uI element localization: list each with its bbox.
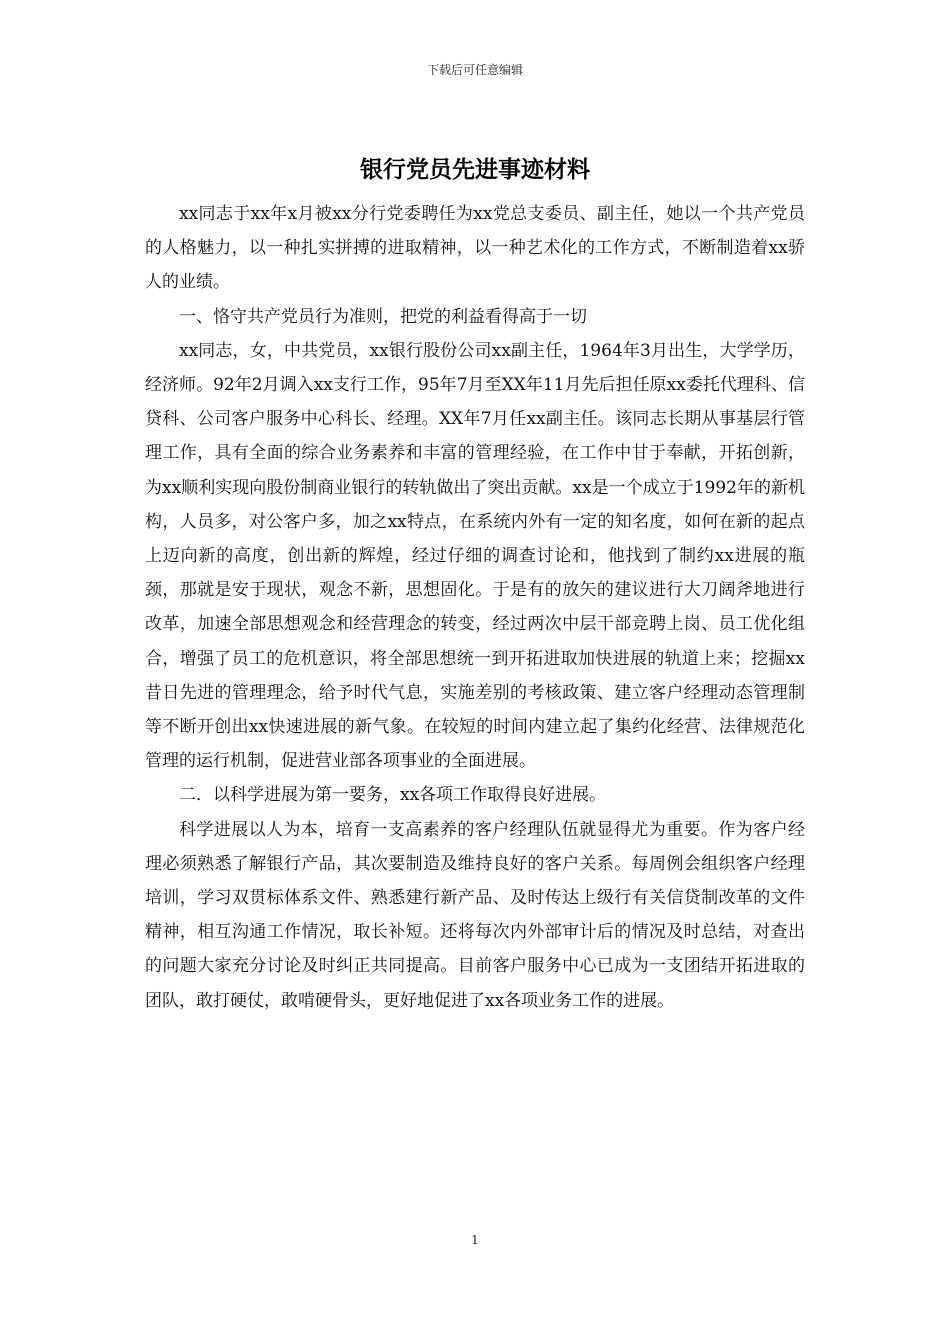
page-header: 下载后可任意编辑	[426, 63, 523, 77]
paragraph-development: 科学进展以人为本，培育一支高素养的客户经理队伍就显得尤为重要。作为客户经理必须熟悉了解银行产品，其次要制造及维持良好的客户关系。每周例会组织客户经理培训，学习双贯标体系文件、熟悉建行新产品、及时传达上级行有关信贷制改革的文件精神，相互沟通工作情况，取长补短。还将每次内外部审计后的情况及时总结，对查出的问题大家充分讨论及时纠正共同提高。目前客户服务中心已成为一支团结开拓进取的团队，敢打硬仗，敢啃硬骨头，更好地促进了xx各项业务工作的进展。	[145, 819, 805, 1011]
document-title: 银行党员先进事迹材料	[360, 156, 590, 183]
section-heading-1: 一、恪守共产党员行为准则，把党的利益看得高于一切	[179, 306, 587, 327]
section-heading-2: 二．以科学进展为第一要务，xx各项工作取得良好进展。	[179, 785, 607, 806]
paragraph-intro: xx同志于xx年x月被xx分行党委聘任为xx党总支委员、副主任，她以一个共产党员的人格魅力，以一种扎实拼搏的进取精神，以一种艺术化的工作方式，不断制造着xx骄人的业绩。	[145, 204, 805, 293]
paragraph-profile: xx同志，女，中共党员，xx银行股份公司xx副主任，1964年3月出生，大学学历，经济师。92年2月调入xx支行工作，95年7月至XX年11月先后担任原xx委托代理科、信贷科、公司客户服务中心科长、经理。XX年7月任xx副主任。该同志长期从事基层行管理工作，具有全面的综合业务素养和丰富的管理经验，在工作中甘于奉献，开拓创新，为xx顺利实现向股份制商业银行的转轨做出了突出贡献。xx是一个成立于1992年的新机构，人员多，对公客户多，加之xx特点，在系统内外有一定的知名度，如何在新的起点上迈向新的高度，创出新的辉煌，经过仔细的调查讨论和，他找到了制约xx进展的瓶颈，那就是安于现状，观念不新，思想固化。于是有的放矢的建议进行大刀阔斧地进行改革，加速全部思想观念和经营理念的转变，经过两次中层干部竞聘上岗、员工优化组合，增强了员工的危机意识，将全部思想统一到开拓进取加快进展的轨道上来；挖掘xx昔日先进的管理理念，给予时代气息，实施差别的考核政策、建立客户经理动态管理制等不断开创出xx快速进展的新气象。在较短的时间内建立起了集约化经营、法律规范化管理的运行机制，促进营业部各项事业的全面进展。	[145, 340, 805, 772]
page-number: 1	[471, 1233, 479, 1247]
document-body	[145, 197, 805, 1018]
